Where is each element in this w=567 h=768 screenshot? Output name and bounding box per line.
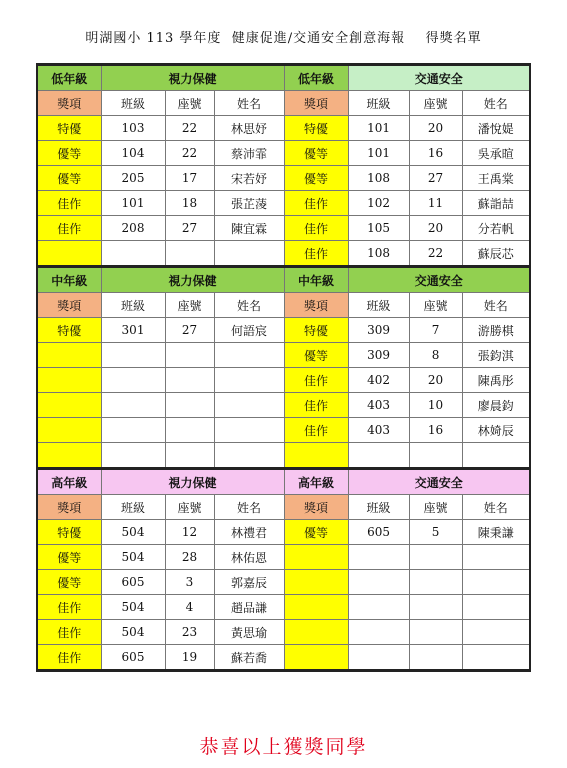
class-header: 班級	[101, 91, 165, 116]
congratulations-message: 恭喜以上獲獎同學	[199, 736, 368, 758]
traffic-category: 交通安全	[348, 65, 530, 91]
vision-award: 特優	[37, 318, 101, 343]
traffic-class: 403	[348, 418, 409, 443]
vision-name: 蔡沛霏	[214, 141, 284, 166]
vision-award: 佳作	[37, 645, 101, 671]
vision-award	[37, 368, 101, 393]
vision-name	[214, 343, 284, 368]
traffic-class: 105	[348, 216, 409, 241]
traffic-award: 佳作	[284, 216, 348, 241]
traffic-award	[284, 595, 348, 620]
traffic-name: 游勝棋	[462, 318, 530, 343]
vision-award	[37, 343, 101, 368]
vision-name: 蘇若喬	[214, 645, 284, 671]
subheader-row	[37, 293, 530, 318]
vision-seat	[165, 418, 214, 443]
vision-seat	[165, 241, 214, 267]
vision-seat: 19	[165, 645, 214, 671]
traffic-seat: 22	[409, 241, 462, 267]
traffic-seat	[409, 570, 462, 595]
traffic-name: 分若帆	[462, 216, 530, 241]
vision-class	[101, 443, 165, 469]
name-header: 姓名	[214, 495, 284, 520]
vision-seat: 17	[165, 166, 214, 191]
class-header: 班級	[101, 495, 165, 520]
traffic-class	[348, 645, 409, 671]
traffic-seat: 8	[409, 343, 462, 368]
award-header: 獎項	[284, 495, 348, 520]
vision-seat: 12	[165, 520, 214, 545]
traffic-seat: 20	[409, 216, 462, 241]
vision-class: 301	[101, 318, 165, 343]
traffic-name: 潘悅媞	[462, 116, 530, 141]
vision-name	[214, 368, 284, 393]
traffic-name: 廖晨鈞	[462, 393, 530, 418]
traffic-seat: 11	[409, 191, 462, 216]
vision-award: 佳作	[37, 216, 101, 241]
vision-seat	[165, 443, 214, 469]
vision-name	[214, 443, 284, 469]
vision-class	[101, 241, 165, 267]
traffic-name	[462, 545, 530, 570]
traffic-seat	[409, 545, 462, 570]
page-title: 明湖國小 113 學年度 健康促進/交通安全創意海報 得獎名單	[85, 31, 482, 46]
vision-class	[101, 393, 165, 418]
traffic-class: 309	[348, 343, 409, 368]
vision-seat: 22	[165, 141, 214, 166]
vision-class	[101, 368, 165, 393]
table-row	[37, 116, 530, 141]
seat-header: 座號	[165, 91, 214, 116]
section-header-row	[37, 267, 530, 293]
traffic-award	[284, 443, 348, 469]
vision-class: 504	[101, 595, 165, 620]
vision-award: 優等	[37, 141, 101, 166]
vision-class: 104	[101, 141, 165, 166]
grade-label: 高年級	[284, 469, 348, 495]
vision-class: 101	[101, 191, 165, 216]
vision-seat: 18	[165, 191, 214, 216]
traffic-award: 特優	[284, 116, 348, 141]
vision-name: 何語宸	[214, 318, 284, 343]
traffic-seat: 20	[409, 368, 462, 393]
vision-name	[214, 418, 284, 443]
vision-name: 林佑恩	[214, 545, 284, 570]
vision-name: 黃思瑜	[214, 620, 284, 645]
vision-class: 605	[101, 570, 165, 595]
vision-award: 優等	[37, 570, 101, 595]
vision-name: 林思妤	[214, 116, 284, 141]
section-header-row	[37, 65, 530, 91]
seat-header: 座號	[409, 293, 462, 318]
vision-award	[37, 393, 101, 418]
vision-class: 103	[101, 116, 165, 141]
traffic-class: 605	[348, 520, 409, 545]
vision-seat	[165, 343, 214, 368]
vision-award	[37, 418, 101, 443]
traffic-class	[348, 570, 409, 595]
traffic-award: 佳作	[284, 241, 348, 267]
name-header: 姓名	[214, 293, 284, 318]
traffic-seat	[409, 645, 462, 671]
traffic-name	[462, 620, 530, 645]
traffic-award: 佳作	[284, 418, 348, 443]
grade-label: 高年級	[37, 469, 101, 495]
vision-class	[101, 343, 165, 368]
name-header: 姓名	[462, 495, 530, 520]
traffic-class: 108	[348, 241, 409, 267]
traffic-seat: 5	[409, 520, 462, 545]
traffic-name	[462, 595, 530, 620]
vision-class: 504	[101, 620, 165, 645]
award-header: 獎項	[37, 495, 101, 520]
traffic-name: 王禹棠	[462, 166, 530, 191]
table-row	[37, 595, 530, 620]
table-row	[37, 343, 530, 368]
traffic-class: 402	[348, 368, 409, 393]
traffic-award	[284, 570, 348, 595]
vision-seat: 27	[165, 318, 214, 343]
vision-class: 208	[101, 216, 165, 241]
grade-label: 中年級	[37, 267, 101, 293]
table-row	[37, 645, 530, 671]
traffic-class: 309	[348, 318, 409, 343]
seat-header: 座號	[165, 495, 214, 520]
traffic-award	[284, 620, 348, 645]
award-header: 獎項	[37, 293, 101, 318]
traffic-class: 403	[348, 393, 409, 418]
traffic-seat	[409, 620, 462, 645]
table-row	[37, 166, 530, 191]
subheader-row	[37, 91, 530, 116]
traffic-seat: 20	[409, 116, 462, 141]
vision-award: 優等	[37, 166, 101, 191]
vision-class: 504	[101, 545, 165, 570]
vision-seat: 4	[165, 595, 214, 620]
traffic-award: 特優	[284, 318, 348, 343]
table-row	[37, 241, 530, 267]
table-row	[37, 620, 530, 645]
vision-category: 視力保健	[101, 469, 284, 495]
traffic-name: 林婍辰	[462, 418, 530, 443]
traffic-class: 101	[348, 116, 409, 141]
vision-name	[214, 393, 284, 418]
vision-name: 宋若妤	[214, 166, 284, 191]
vision-award: 優等	[37, 545, 101, 570]
vision-award	[37, 443, 101, 469]
traffic-category: 交通安全	[348, 469, 530, 495]
vision-seat	[165, 368, 214, 393]
class-header: 班級	[348, 495, 409, 520]
vision-name	[214, 241, 284, 267]
traffic-name	[462, 645, 530, 671]
traffic-class: 102	[348, 191, 409, 216]
awards-table	[36, 63, 531, 672]
table-row	[37, 418, 530, 443]
table-row	[37, 368, 530, 393]
vision-class: 605	[101, 645, 165, 671]
vision-name: 陳宜霖	[214, 216, 284, 241]
table-row	[37, 141, 530, 166]
table-row	[37, 191, 530, 216]
name-header: 姓名	[462, 293, 530, 318]
traffic-name: 吳承暄	[462, 141, 530, 166]
traffic-award: 佳作	[284, 191, 348, 216]
vision-name: 趙品謙	[214, 595, 284, 620]
traffic-seat	[409, 595, 462, 620]
table-row	[37, 545, 530, 570]
vision-award: 佳作	[37, 191, 101, 216]
traffic-award	[284, 545, 348, 570]
traffic-name: 陳禹彤	[462, 368, 530, 393]
vision-class: 205	[101, 166, 165, 191]
traffic-class	[348, 595, 409, 620]
seat-header: 座號	[409, 495, 462, 520]
traffic-award	[284, 645, 348, 671]
traffic-category: 交通安全	[348, 267, 530, 293]
table-row	[37, 443, 530, 469]
traffic-seat: 7	[409, 318, 462, 343]
traffic-name	[462, 443, 530, 469]
traffic-seat	[409, 443, 462, 469]
section-header-row	[37, 469, 530, 495]
vision-award: 特優	[37, 520, 101, 545]
name-header: 姓名	[214, 91, 284, 116]
traffic-award: 佳作	[284, 368, 348, 393]
award-header: 獎項	[284, 293, 348, 318]
table-row	[37, 570, 530, 595]
vision-category: 視力保健	[101, 267, 284, 293]
traffic-name: 蘇詣喆	[462, 191, 530, 216]
table-row	[37, 318, 530, 343]
vision-seat: 23	[165, 620, 214, 645]
vision-award: 佳作	[37, 620, 101, 645]
vision-name: 張芷蓤	[214, 191, 284, 216]
grade-label: 中年級	[284, 267, 348, 293]
grade-label: 低年級	[37, 65, 101, 91]
vision-category: 視力保健	[101, 65, 284, 91]
vision-award: 佳作	[37, 595, 101, 620]
name-header: 姓名	[462, 91, 530, 116]
vision-award: 特優	[37, 116, 101, 141]
vision-seat	[165, 393, 214, 418]
traffic-award: 佳作	[284, 393, 348, 418]
traffic-name: 陳秉謙	[462, 520, 530, 545]
vision-seat: 22	[165, 116, 214, 141]
award-header: 獎項	[284, 91, 348, 116]
table-row	[37, 393, 530, 418]
table-row	[37, 216, 530, 241]
vision-class: 504	[101, 520, 165, 545]
traffic-class	[348, 620, 409, 645]
vision-award	[37, 241, 101, 267]
traffic-class	[348, 545, 409, 570]
class-header: 班級	[348, 293, 409, 318]
traffic-seat: 27	[409, 166, 462, 191]
seat-header: 座號	[409, 91, 462, 116]
traffic-seat: 16	[409, 418, 462, 443]
vision-seat: 28	[165, 545, 214, 570]
traffic-name: 蘇辰芯	[462, 241, 530, 267]
traffic-seat: 10	[409, 393, 462, 418]
vision-name: 郭嘉辰	[214, 570, 284, 595]
award-header: 獎項	[37, 91, 101, 116]
class-header: 班級	[101, 293, 165, 318]
traffic-name	[462, 570, 530, 595]
traffic-award: 優等	[284, 141, 348, 166]
traffic-award: 優等	[284, 343, 348, 368]
subheader-row	[37, 495, 530, 520]
vision-name: 林禮君	[214, 520, 284, 545]
vision-seat: 27	[165, 216, 214, 241]
vision-class	[101, 418, 165, 443]
traffic-class	[348, 443, 409, 469]
class-header: 班級	[348, 91, 409, 116]
traffic-award: 優等	[284, 520, 348, 545]
seat-header: 座號	[165, 293, 214, 318]
traffic-class: 101	[348, 141, 409, 166]
traffic-class: 108	[348, 166, 409, 191]
traffic-award: 優等	[284, 166, 348, 191]
traffic-seat: 16	[409, 141, 462, 166]
vision-seat: 3	[165, 570, 214, 595]
traffic-name: 張鈞淇	[462, 343, 530, 368]
grade-label: 低年級	[284, 65, 348, 91]
table-row	[37, 520, 530, 545]
